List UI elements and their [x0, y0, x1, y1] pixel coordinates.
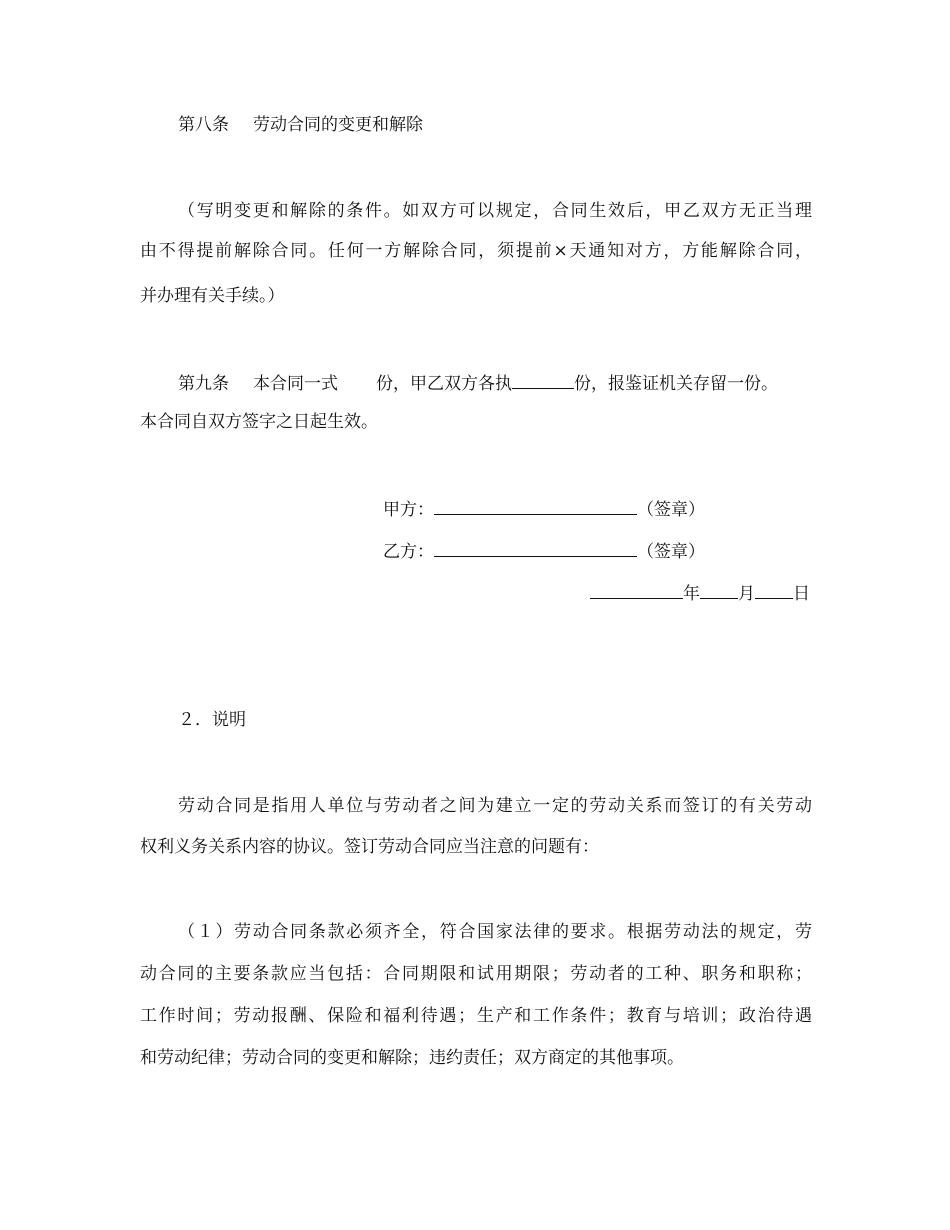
party-b-seal: （签章） — [637, 542, 705, 562]
signature-date — [590, 580, 810, 602]
party-a-signature-line — [434, 496, 637, 515]
year-blank — [590, 580, 683, 599]
point-1-line-3: 工作时间；劳动报酬、保险和福利待遇；生产和工作条件；教育与培训；政治待遇 — [140, 1006, 812, 1026]
article-9-number: 第九条 — [178, 374, 229, 394]
month-label: 月 — [738, 584, 755, 604]
article-9-each-text: 份，甲乙双方各执 — [376, 374, 512, 394]
section-2-title: ２．说明 — [178, 710, 246, 730]
party-b-signature — [383, 538, 705, 560]
day-label: 日 — [793, 584, 810, 604]
article-8-title: 劳动合同的变更和解除 — [253, 115, 423, 135]
party-a-signature — [383, 496, 705, 518]
each-copies-blank — [512, 370, 574, 389]
article-8-line-2: 由不得提前解除合同。任何一方解除合同，须提前×天通知对方，方能解除合同， — [140, 241, 812, 261]
section-2-intro-line-1: 劳动合同是指用人单位与劳动者之间为建立一定的劳动关系而签订的有关劳动 — [178, 796, 812, 816]
party-b-label: 乙方： — [383, 542, 434, 562]
party-a-label: 甲方： — [383, 500, 434, 520]
article-9-line-2: 本合同自双方签字之日起生效。 — [140, 412, 378, 432]
article-9-archive-text: 份，报鉴证机关存留一份。 — [574, 374, 778, 394]
point-1-line-1: （１）劳动合同条款必须齐全，符合国家法律的要求。根据劳动法的规定，劳 — [178, 922, 812, 942]
point-1-line-4: 和劳动纪律；劳动合同的变更和解除；违约责任；双方商定的其他事项。 — [140, 1048, 684, 1068]
month-blank — [700, 580, 738, 599]
year-label: 年 — [683, 584, 700, 604]
article-8-heading — [178, 114, 812, 136]
party-b-signature-line — [434, 538, 637, 557]
day-blank — [755, 580, 793, 599]
article-8-line-3: 并办理有关手续。） — [140, 286, 285, 306]
section-2-intro-line-2: 权利义务关系内容的协议。签订劳动合同应当注意的问题有： — [140, 837, 599, 857]
point-1-line-2: 动合同的主要条款应当包括：合同期限和试用期限；劳动者的工种、职务和职称； — [140, 964, 812, 984]
article-9-copies-text: 本合同一式 — [253, 374, 338, 394]
article-9-line-1 — [178, 370, 812, 392]
article-8-line-1: （写明变更和解除的条件。如双方可以规定，合同生效后，甲乙双方无正当理 — [178, 201, 812, 221]
article-8-number: 第八条 — [178, 115, 229, 135]
party-a-seal: （签章） — [637, 500, 705, 520]
